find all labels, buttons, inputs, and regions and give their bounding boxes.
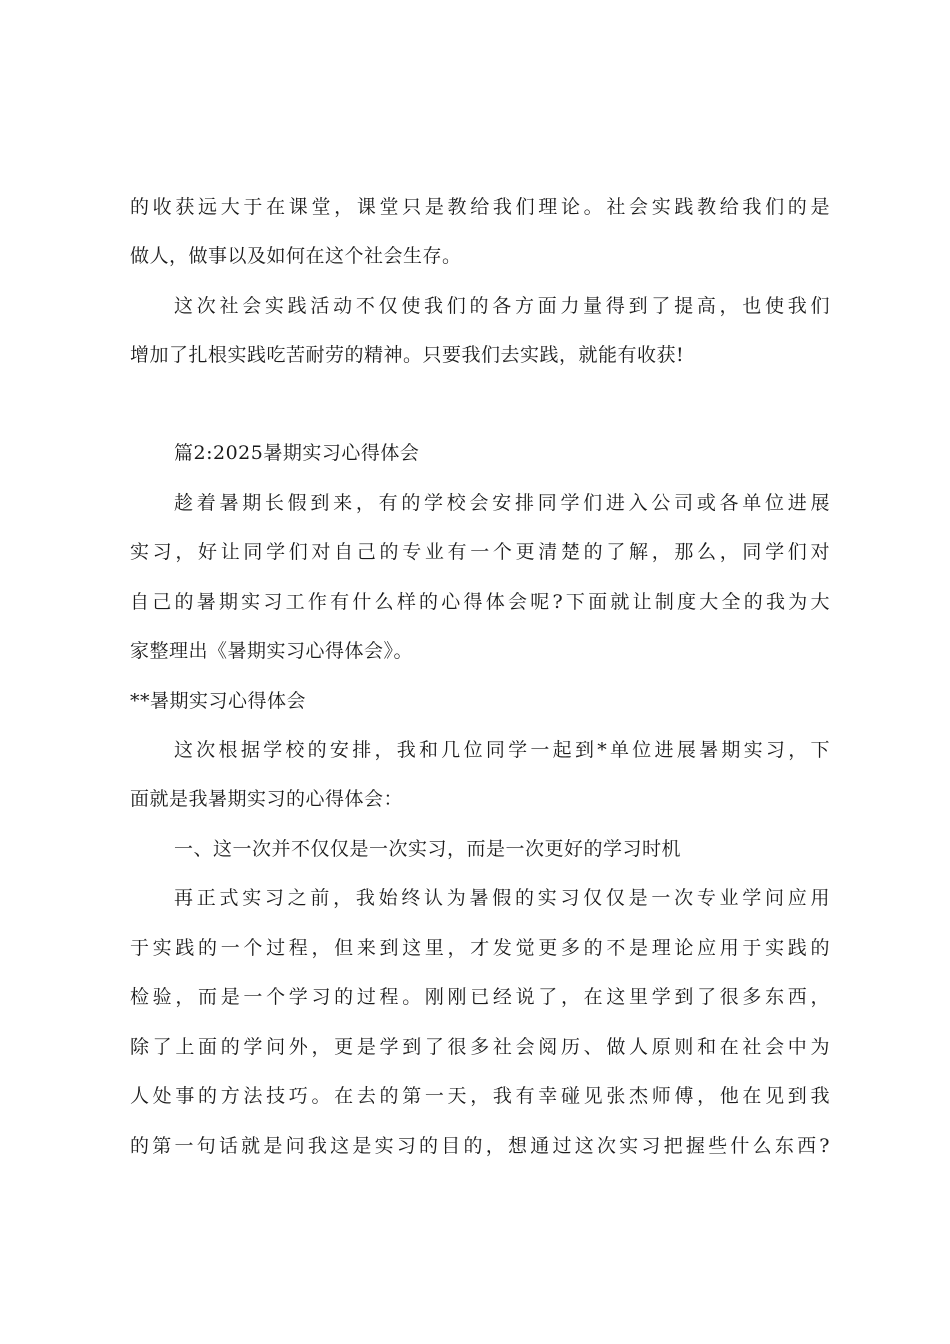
section-heading: 篇2:2025暑期实习心得体会 bbox=[174, 442, 420, 464]
paragraph-line: 的第一句话就是问我这是实习的目的，想通过这次实习把握些什么东西? bbox=[130, 1135, 830, 1157]
paragraph-line: 这次根据学校的安排，我和几位同学一起到*单位进展暑期实习，下 bbox=[174, 739, 830, 761]
paragraph-line: 除了上面的学问外，更是学到了很多社会阅历、做人原则和在社会中为 bbox=[130, 1036, 830, 1058]
paragraph-line: 于实践的一个过程，但来到这里，才发觉更多的不是理论应用于实践的 bbox=[130, 937, 830, 959]
paragraph-line: 做人，做事以及如何在这个社会生存。 bbox=[130, 245, 462, 267]
paragraph-line: 的收获远大于在课堂，课堂只是教给我们理论。社会实践教给我们的是 bbox=[130, 196, 830, 218]
subsection-heading: **暑期实习心得体会 bbox=[130, 690, 307, 712]
paragraph-line: 家整理出《暑期实习心得体会》。 bbox=[130, 640, 414, 662]
numbered-heading: 一、这一次并不仅仅是一次实习，而是一次更好的学习时机 bbox=[174, 838, 682, 860]
paragraph-line: 实习，好让同学们对自己的专业有一个更清楚的了解，那么，同学们对 bbox=[130, 541, 830, 563]
paragraph-line: 再正式实习之前，我始终认为暑假的实习仅仅是一次专业学问应用 bbox=[174, 887, 830, 909]
paragraph-line: 趁着暑期长假到来，有的学校会安排同学们进入公司或各单位进展 bbox=[174, 492, 830, 514]
paragraph-line: 这次社会实践活动不仅使我们的各方面力量得到了提高，也使我们 bbox=[174, 295, 830, 317]
paragraph-line: 面就是我暑期实习的心得体会： bbox=[130, 788, 404, 810]
paragraph-line: 自己的暑期实习工作有什么样的心得体会呢?下面就让制度大全的我为大 bbox=[130, 591, 830, 613]
paragraph-line: 增加了扎根实践吃苦耐劳的精神。只要我们去实践，就能有收获! bbox=[130, 344, 685, 366]
paragraph-line: 人处事的方法技巧。在去的第一天，我有幸碰见张杰师傅，他在见到我 bbox=[130, 1085, 830, 1107]
paragraph-line: 检验，而是一个学习的过程。刚刚已经说了，在这里学到了很多东西， bbox=[130, 986, 830, 1008]
